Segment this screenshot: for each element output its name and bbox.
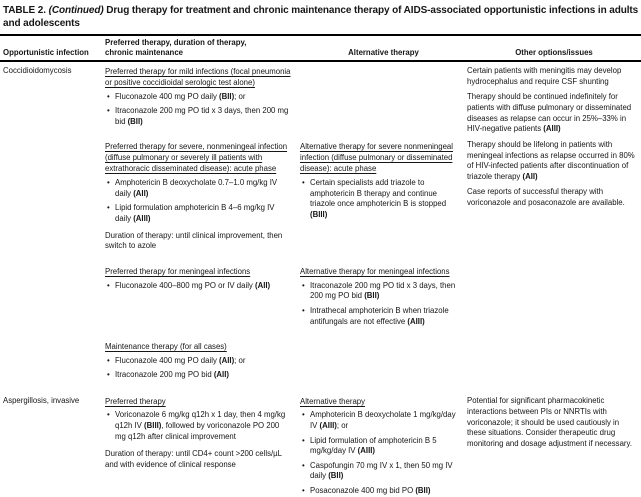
- therapy-bullet: • Fluconazole 400 mg PO daily (BII); or: [105, 92, 292, 103]
- preferred-therapy-section: [103, 66, 300, 127]
- section-title: Alternative therapy for severe nonmeningeal infection (diffuse pulmonary or disseminated disease): acute phase: [300, 142, 453, 174]
- table-title-text: Drug therapy for treatment and chronic maintenance therapy of AIDS-associated opportunistic infections in adults and adolescents: [3, 5, 639, 29]
- alternative-therapy-section-empty: [300, 66, 467, 127]
- therapy-bullet: • Amphotericin B deoxycholate 1 mg/kg/day IV (AIII); or: [300, 410, 457, 432]
- alternative-therapy-section: [300, 396, 467, 497]
- alternative-therapy-section-empty: [300, 341, 467, 381]
- section-title: Alternative therapy for meningeal infections: [300, 267, 450, 277]
- therapy-bullet: • Posaconazole 400 mg bid PO (BII): [300, 486, 457, 497]
- duration-note: Duration of therapy: until CD4+ count >200 cells/µL and with evidence of clinical response: [105, 448, 282, 469]
- other-options-paragraph: Certain patients with meningitis may develop hydrocephalus and require CSF shunting: [467, 66, 622, 86]
- therapy-bullet: • Lipid formulation amphotericin B 4–6 mg/kg IV daily (AIII): [105, 203, 292, 225]
- column-header-preferred-therapy: Preferred therapy, duration of therapy, chronic maintenance: [105, 38, 247, 57]
- duration-note: Duration of therapy: until clinical improvement, then switch to azole: [105, 230, 283, 251]
- section-title: Preferred therapy for mild infections (focal pneumonia or positive coccidioidal serologic test alone): [105, 67, 291, 87]
- therapy-bullet: • Intrathecal amphotericin B when triazole antifungals are not effective (AIII): [300, 306, 457, 328]
- other-options-paragraph: Therapy should be lifelong in patients with meningeal infections as relapse occurred in 80% of HIV-infected patients after discontinuation of triazole therapy (AII): [467, 139, 635, 182]
- preferred-therapy-section: [103, 141, 300, 252]
- therapy-bullet: • Certain specialists add triazole to amphotericin B therapy and continue triazole once amphotericin B is stopped (BIII): [300, 178, 457, 221]
- table-row-coccidioidomycosis: [0, 66, 641, 381]
- table-row-aspergillosis: [0, 396, 641, 497]
- other-options-cell: [467, 66, 641, 381]
- section-title: Preferred therapy for meningeal infections: [105, 267, 251, 277]
- table-title-number: TABLE 2.: [3, 5, 49, 16]
- preferred-therapy-section: [103, 266, 300, 327]
- other-options-paragraph: Case reports of successful therapy with voriconazole and posaconazole are available.: [467, 187, 625, 208]
- therapy-bullet: • Fluconazole 400–800 mg PO or IV daily (AII): [105, 281, 292, 292]
- alternative-therapy-section: [300, 141, 467, 252]
- section-title: Maintenance therapy (for all cases): [105, 342, 227, 352]
- section-title: Alternative therapy: [300, 396, 366, 406]
- column-header-other-options: Other options/issues: [515, 47, 593, 57]
- therapy-sections: [103, 66, 467, 381]
- infection-name: Coccidioidomycosis: [3, 66, 72, 75]
- other-options-paragraph: Therapy should be continued indefinitely for patients with diffuse pulmonary or disseminated diseases as relapse can occur in 25%–33% in HIV-negative patients (AIII): [467, 92, 632, 134]
- preferred-therapy-section: [103, 341, 300, 381]
- therapy-bullet: • Itraconazole 200 mg PO tid x 3 days, then 200 mg PO bid (BII): [300, 281, 457, 303]
- column-header-opportunistic-infection: Opportunistic infection: [3, 47, 89, 57]
- other-options-paragraph: Potential for significant pharmacokinetic interactions between PIs or NNRTIs with voriconazole; it should be used cautiously in these situations. Consider therapeutic drug monitoring and dosage adjustment if necessary.: [467, 395, 632, 449]
- therapy-bullet: • Lipid formulation of amphotericin B 5 mg/kg/day IV (AIII): [300, 436, 457, 458]
- table-header-row: [0, 34, 641, 62]
- section-title: Preferred therapy for severe, nonmeningeal infection (diffuse pulmonary or severely ill patients with extrathoracic disseminated disease): acute phase: [105, 142, 288, 174]
- table-body: [0, 62, 641, 497]
- column-header-alternative-therapy: Alternative therapy: [348, 47, 419, 57]
- section-title: Preferred therapy: [105, 396, 166, 406]
- therapy-bullet: • Amphotericin B deoxycholate 0.7–1.0 mg/kg IV daily (AII): [105, 178, 292, 200]
- therapy-sections: [103, 396, 467, 497]
- alternative-therapy-section: [300, 266, 467, 327]
- therapy-bullet: • Itraconazole 200 mg PO tid x 3 days, then 200 mg bid (BII): [105, 106, 292, 128]
- table-title: [0, 0, 641, 34]
- other-options-cell: [467, 396, 641, 497]
- therapy-bullet: • Voriconazole 6 mg/kg q12h x 1 day, then 4 mg/kg q12h IV (BIII), followed by voriconazole PO 200 mg q12h after clinical improvement: [105, 410, 292, 442]
- therapy-bullet: • Itraconazole 200 mg PO bid (AII): [105, 370, 292, 381]
- table-title-continued: (Continued): [48, 5, 104, 16]
- infection-name: Aspergillosis, invasive: [3, 395, 80, 405]
- therapy-bullet: • Caspofungin 70 mg IV x 1, then 50 mg IV daily (BII): [300, 461, 457, 483]
- preferred-therapy-section: [103, 396, 300, 497]
- therapy-bullet: • Fluconazole 400 mg PO daily (AII); or: [105, 356, 292, 367]
